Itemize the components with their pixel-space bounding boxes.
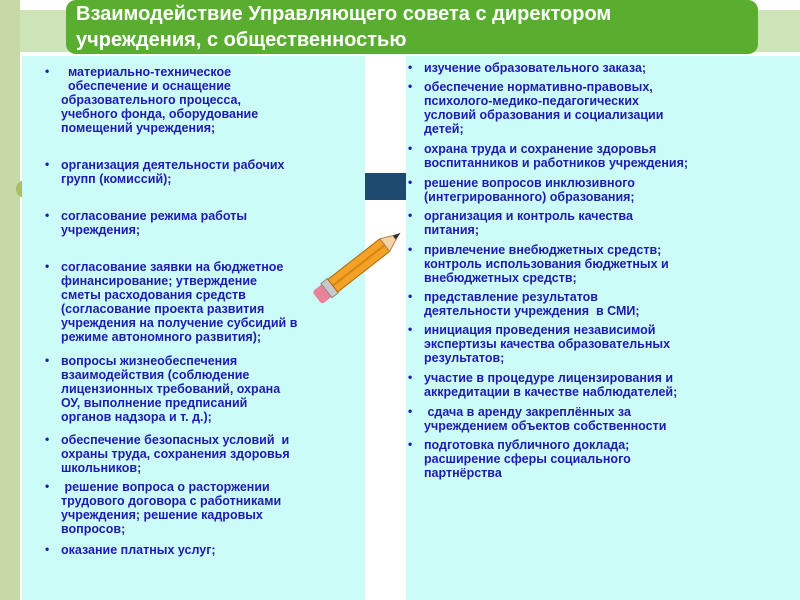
right-column — [406, 56, 800, 600]
page-title — [66, 0, 758, 54]
list-item-text: согласование режима работы учреждения; — [61, 209, 247, 237]
list-item — [408, 175, 635, 204]
list-item — [408, 370, 678, 399]
list-item — [408, 322, 671, 365]
list-item — [45, 479, 282, 536]
pencil-icon — [300, 212, 416, 320]
list-item-text: участие в процедуре лицензирования и аккредитации в качестве наблюдателей; — [424, 371, 678, 399]
bullet-icon: • — [408, 437, 413, 451]
list-item — [408, 289, 640, 318]
list-item-text: инициация проведения независимой экспертизы качества образовательных результатов; — [424, 323, 671, 365]
list-item — [45, 353, 281, 424]
bullet-icon: • — [45, 208, 50, 222]
bullet-icon: • — [408, 141, 413, 155]
bullet-icon: • — [408, 289, 413, 303]
list-item-text: охрана труда и сохранение здоровья воспитанников и работников учреждения; — [424, 142, 689, 170]
list-item — [45, 432, 290, 475]
list-item-text: решение вопросов инклюзивного (интегрированного) образования; — [424, 176, 635, 204]
list-item-text: обеспечение нормативно-правовых, психолого-медико-педагогических условий образования и социализации детей; — [424, 80, 664, 136]
list-item-text: организация и контроль качества питания; — [424, 209, 633, 237]
left-column — [22, 56, 365, 600]
list-item-text: вопросы жизнеобеспечения взаимодействия (соблюдение лицензионных требований, охрана ОУ, выполнение предписаний органов надзора и т. д.); — [61, 354, 281, 424]
list-item — [408, 242, 669, 285]
list-item-text: обеспечение безопасных условий и охраны труда, сохранения здоровья школьников; — [61, 433, 290, 475]
list-item-text: организация деятельности рабочих групп (комиссий); — [61, 158, 285, 186]
title-line-2: учреждения, с общественностью — [76, 29, 407, 51]
list-item-text: материально-техническое обеспечение и оснащение образовательного процесса, учебного фонда, оборудование помещений учреждения; — [61, 65, 259, 135]
list-item-text: представление результатов деятельности учреждения в СМИ; — [424, 290, 640, 318]
bullet-icon: • — [408, 242, 413, 256]
list-item-text: изучение образовательного заказа; — [424, 61, 647, 75]
list-item-text: привлечение внебюджетных средств; контроль использования бюджетных и внебюджетных средств; — [424, 243, 669, 285]
list-item — [45, 259, 298, 344]
list-item — [408, 79, 664, 136]
list-item — [45, 208, 247, 237]
list-item — [408, 60, 647, 75]
list-item-text: согласование заявки на бюджетное финансирование; утверждение сметы расходования средств (согласование проекта развития учреждения на получение субсидий в режиме автономного развития); — [61, 260, 298, 344]
bullet-icon: • — [45, 479, 50, 493]
bullet-icon: • — [408, 60, 413, 74]
list-item — [45, 542, 216, 557]
bullet-icon: • — [45, 64, 50, 78]
list-item — [45, 157, 285, 186]
left-decor-strip — [0, 0, 20, 600]
list-item — [408, 404, 667, 433]
bullet-icon: • — [408, 404, 413, 418]
list-item — [408, 437, 631, 480]
list-item — [45, 64, 259, 135]
bullet-icon: • — [45, 542, 50, 556]
bullet-icon: • — [45, 259, 50, 273]
bullet-icon: • — [408, 208, 413, 222]
list-item-text: оказание платных услуг; — [61, 543, 216, 557]
list-item-text: сдача в аренду закреплённых за учреждением объектов собственности — [424, 405, 667, 433]
bullet-icon: • — [408, 322, 413, 336]
list-item — [408, 208, 633, 237]
bullet-icon: • — [45, 157, 50, 171]
title-line-1: Взаимодействие Управляющего совета с директором — [76, 3, 612, 25]
list-item-text: подготовка публичного доклада; расширение сферы социального партнёрства — [424, 438, 631, 480]
bullet-icon: • — [408, 79, 413, 93]
bullet-icon: • — [408, 370, 413, 384]
bullet-icon: • — [45, 432, 50, 446]
decor-square — [365, 173, 406, 200]
list-item — [408, 141, 689, 170]
bullet-icon: • — [45, 353, 50, 367]
list-item-text: решение вопроса о расторжении трудового договора с работниками учреждения; решение кадровых вопросов; — [61, 480, 282, 536]
bullet-icon: • — [408, 175, 413, 189]
pencil-stripe — [333, 245, 385, 286]
